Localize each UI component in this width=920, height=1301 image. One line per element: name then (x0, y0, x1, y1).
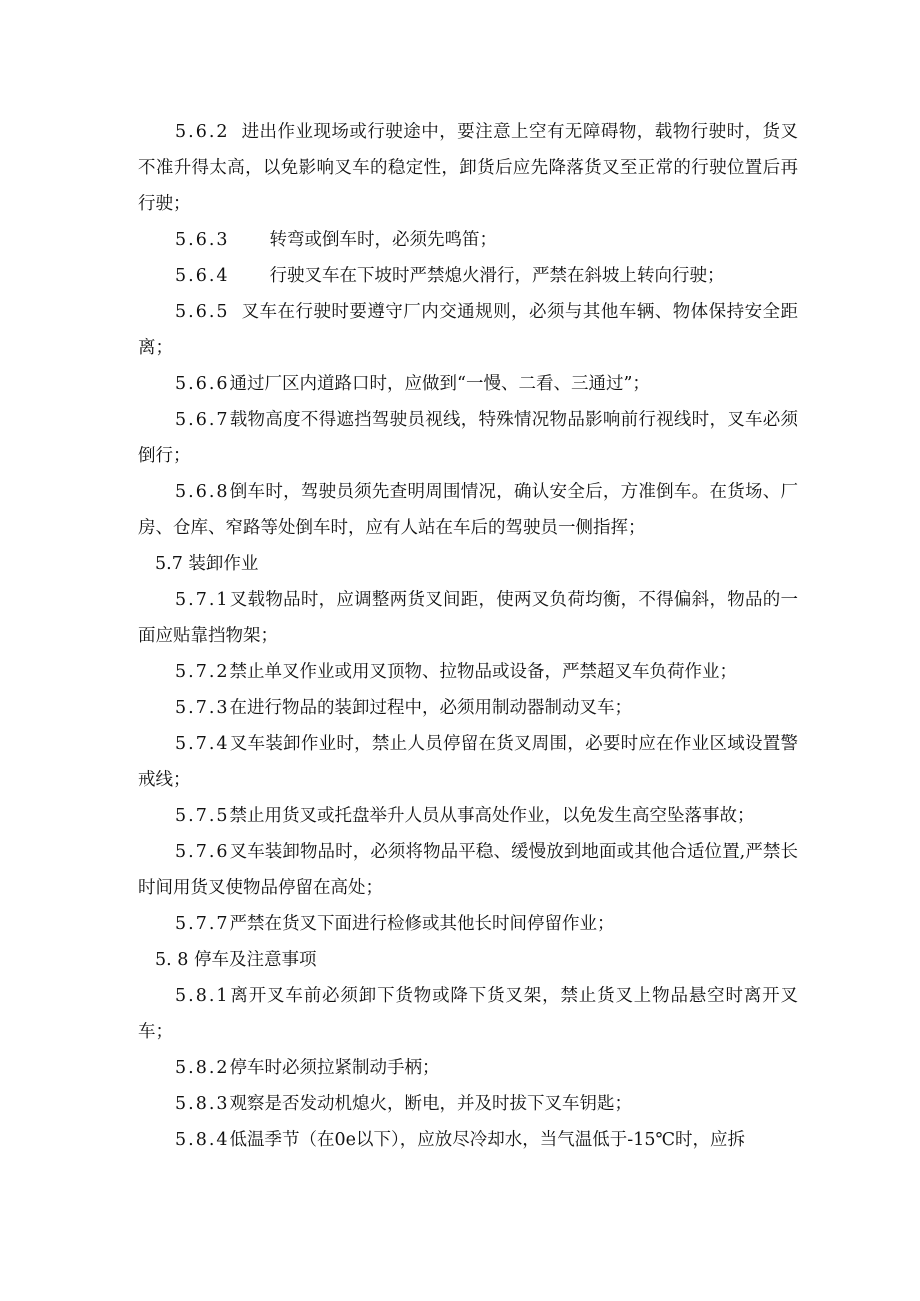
clause-5-6-7 (138, 402, 798, 474)
clause-text: 停车时必须拉紧制动手柄； (229, 1058, 440, 1078)
clause-text: 叉车装卸作业时，禁止人员停留在货叉周围，必要时应在作业区域设置警戒线； (138, 734, 798, 790)
clause-number: 5.7.3 (175, 698, 230, 718)
clause-number: 5.7.4 (175, 734, 230, 754)
clause-text: 行驶叉车在下坡时严禁熄火滑行，严禁在斜坡上转向行驶； (269, 266, 725, 286)
clause-text: 叉载物品时，应调整两货叉间距，使两叉负荷均衡，不得偏斜，物品的一面应贴靠挡物架； (138, 590, 798, 646)
section-heading-5-8: 5. 8 停车及注意事项 (155, 950, 317, 970)
clause-text: 低温季节（在0e以下），应放尽冷却水，当气温低于-15℃时，应拆 (229, 1130, 746, 1150)
clause-number: 5.8.1 (175, 986, 230, 1006)
clause-text: 禁止用货叉或托盘举升人员从事高处作业，以免发生高空坠落事故； (229, 806, 755, 826)
clause-text: 叉车在行驶时要遵守厂内交通规则，必须与其他车辆、物体保持安全距离； (138, 302, 798, 358)
clause-text: 在进行物品的装卸过程中，必须用制动器制动叉车； (229, 698, 633, 718)
clause-text: 严禁在货叉下面进行检修或其他长时间停留作业； (229, 914, 615, 934)
clause-5-8-2 (138, 1050, 798, 1086)
clause-text: 转弯或倒车时，必须先鸣笛； (269, 230, 498, 250)
clause-5-6-8 (138, 474, 798, 546)
clause-5-7-7 (138, 906, 798, 942)
clause-number: 5.6.2 (175, 122, 230, 142)
clause-5-6-3 (138, 222, 798, 258)
clause-text: 离开叉车前必须卸下货物或降下货叉架，禁止货叉上物品悬空时离开叉车； (138, 986, 798, 1042)
clause-5-6-4 (138, 258, 798, 294)
clause-number: 5.6.6 (175, 374, 230, 394)
clause-number: 5.6.5 (175, 302, 230, 322)
clause-text: 观察是否发动机熄火，断电，并及时拔下叉车钥匙； (229, 1094, 633, 1114)
clause-5-6-2 (138, 114, 798, 222)
clause-number: 5.7.5 (175, 806, 230, 826)
clause-number: 5.6.7 (175, 410, 230, 430)
clause-number: 5.6.3 (175, 230, 230, 250)
clause-number: 5.7.1 (175, 590, 230, 610)
clause-number: 5.7.7 (175, 914, 230, 934)
clause-text: 进出作业现场或行驶途中，要注意上空有无障碍物，载物行驶时，货叉不准升得太高，以免影响叉车的稳定性，卸货后应先降落货叉至正常的行驶位置后再行驶； (138, 122, 798, 214)
clause-number: 5.7.2 (175, 662, 230, 682)
clause-5-7-4 (138, 726, 798, 798)
clause-number: 5.6.8 (175, 482, 230, 502)
clause-number: 5.8.2 (175, 1058, 230, 1078)
clause-5-7-6 (138, 834, 798, 906)
clause-5-7-1 (138, 582, 798, 654)
clause-5-7-5 (138, 798, 798, 834)
clause-text: 载物高度不得遮挡驾驶员视线，特殊情况物品影响前行视线时，叉车必须倒行； (138, 410, 798, 466)
clause-number: 5.6.4 (175, 266, 230, 286)
clause-number: 5.8.4 (175, 1130, 230, 1150)
clause-5-8-3 (138, 1086, 798, 1122)
section-heading-5-7: 5.7 装卸作业 (155, 554, 259, 574)
clause-5-8-1 (138, 978, 798, 1050)
clause-text: 禁止单叉作业或用叉顶物、拉物品或设备，严禁超叉车负荷作业； (229, 662, 738, 682)
clause-text: 叉车装卸物品时，必须将物品平稳、缓慢放到地面或其他合适位置,严禁长时间用货叉使物品停留在高处； (138, 842, 798, 898)
clause-5-6-6 (138, 366, 798, 402)
clause-5-8-4 (138, 1122, 798, 1158)
clause-5-7-2 (138, 654, 798, 690)
clause-number: 5.7.6 (175, 842, 230, 862)
clause-number: 5.8.3 (175, 1094, 230, 1114)
clause-text: 倒车时，驾驶员须先查明周围情况，确认安全后，方准倒车。在货场、厂房、仓库、窄路等处倒车时，应有人站在车后的驾驶员一侧指挥； (138, 482, 798, 538)
clause-5-7-3 (138, 690, 798, 726)
clause-text: 通过厂区内道路口时，应做到“一慢、二看、三通过”； (229, 374, 650, 394)
clause-5-6-5 (138, 294, 798, 366)
